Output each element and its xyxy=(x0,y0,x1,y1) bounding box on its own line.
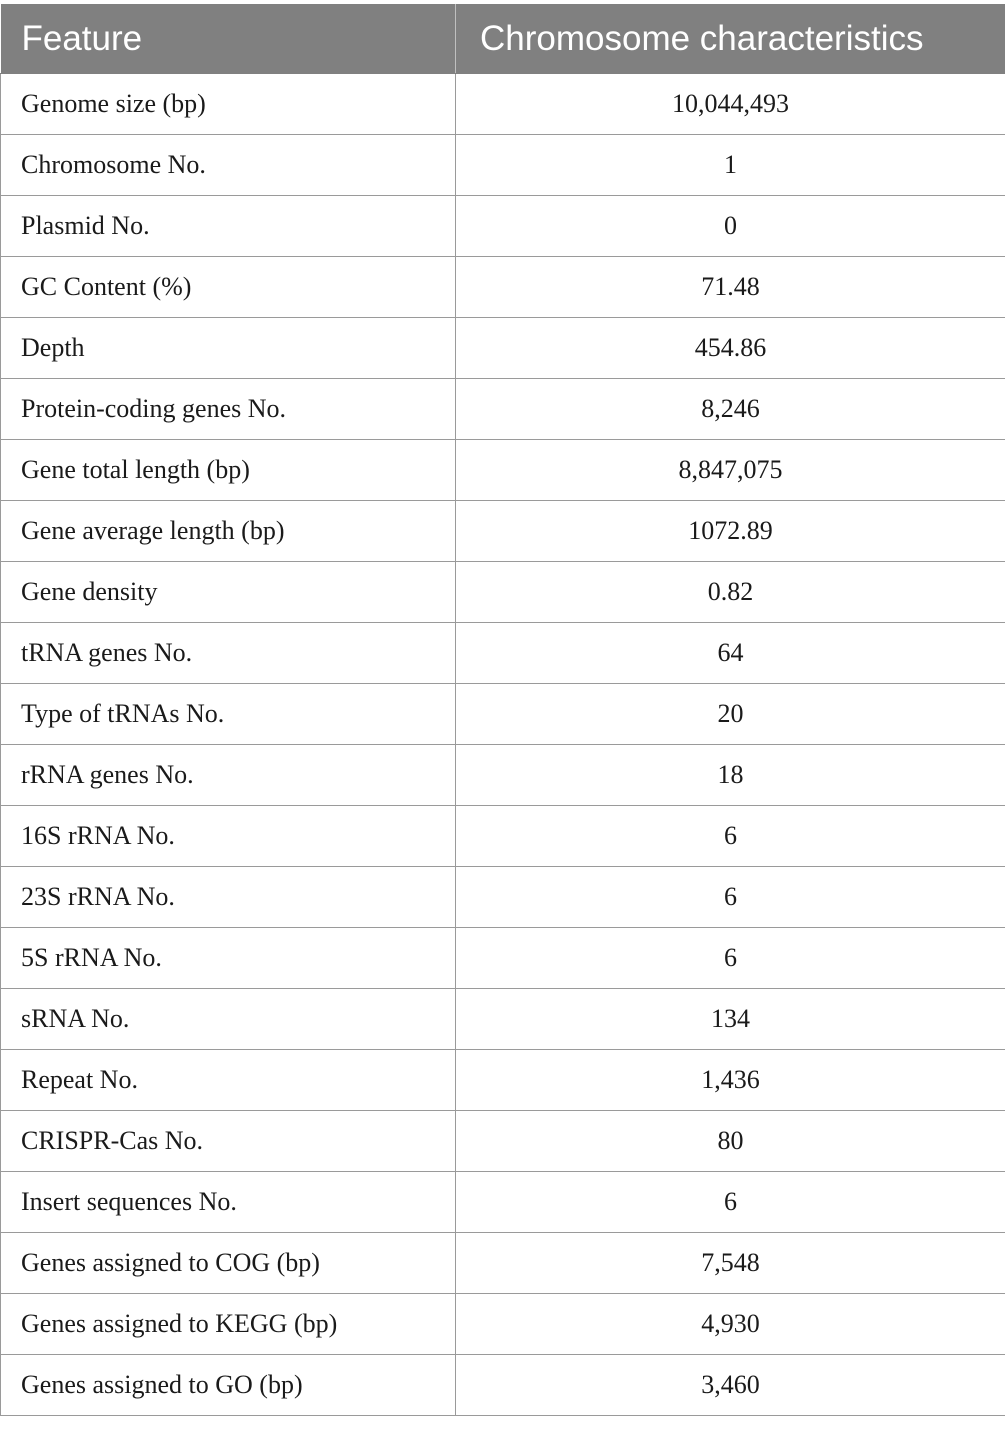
feature-cell: CRISPR-Cas No. xyxy=(1,1111,456,1172)
feature-cell: Gene average length (bp) xyxy=(1,501,456,562)
feature-cell: Depth xyxy=(1,318,456,379)
value-cell: 20 xyxy=(456,684,1005,745)
table-row xyxy=(1,1294,1005,1355)
table-row xyxy=(1,1172,1005,1233)
table-row xyxy=(1,1111,1005,1172)
table-row xyxy=(1,928,1005,989)
value-cell: 0.82 xyxy=(456,562,1005,623)
table-row xyxy=(1,806,1005,867)
feature-cell: 5S rRNA No. xyxy=(1,928,456,989)
table-body xyxy=(1,74,1005,1416)
table-row xyxy=(1,379,1005,440)
feature-cell: Genes assigned to GO (bp) xyxy=(1,1355,456,1416)
value-cell: 1 xyxy=(456,135,1005,196)
table-row xyxy=(1,1050,1005,1111)
value-cell: 8,246 xyxy=(456,379,1005,440)
table-row xyxy=(1,440,1005,501)
feature-cell: 16S rRNA No. xyxy=(1,806,456,867)
table-row xyxy=(1,745,1005,806)
feature-cell: tRNA genes No. xyxy=(1,623,456,684)
feature-cell: Genes assigned to KEGG (bp) xyxy=(1,1294,456,1355)
value-cell: 6 xyxy=(456,867,1005,928)
table-row xyxy=(1,74,1005,135)
header-row xyxy=(1,4,1005,74)
table-row xyxy=(1,1355,1005,1416)
genome-features-table xyxy=(0,4,1005,1416)
value-cell: 134 xyxy=(456,989,1005,1050)
feature-cell: Genes assigned to COG (bp) xyxy=(1,1233,456,1294)
table-header xyxy=(1,4,1005,74)
value-cell: 80 xyxy=(456,1111,1005,1172)
value-cell: 64 xyxy=(456,623,1005,684)
value-cell: 6 xyxy=(456,806,1005,867)
value-cell: 71.48 xyxy=(456,257,1005,318)
feature-cell: Chromosome No. xyxy=(1,135,456,196)
table-row xyxy=(1,684,1005,745)
feature-cell: Plasmid No. xyxy=(1,196,456,257)
feature-cell: Gene total length (bp) xyxy=(1,440,456,501)
value-cell: 0 xyxy=(456,196,1005,257)
table-row xyxy=(1,989,1005,1050)
feature-cell: Type of tRNAs No. xyxy=(1,684,456,745)
feature-cell: Genome size (bp) xyxy=(1,74,456,135)
table-row xyxy=(1,135,1005,196)
feature-cell: rRNA genes No. xyxy=(1,745,456,806)
table-row xyxy=(1,623,1005,684)
header-chromosome-characteristics: Chromosome characteristics xyxy=(456,4,1005,74)
value-cell: 4,930 xyxy=(456,1294,1005,1355)
feature-cell: 23S rRNA No. xyxy=(1,867,456,928)
table-row xyxy=(1,318,1005,379)
value-cell: 3,460 xyxy=(456,1355,1005,1416)
table-row xyxy=(1,562,1005,623)
table-row xyxy=(1,501,1005,562)
value-cell: 7,548 xyxy=(456,1233,1005,1294)
value-cell: 454.86 xyxy=(456,318,1005,379)
feature-cell: Protein-coding genes No. xyxy=(1,379,456,440)
value-cell: 10,044,493 xyxy=(456,74,1005,135)
value-cell: 1072.89 xyxy=(456,501,1005,562)
value-cell: 18 xyxy=(456,745,1005,806)
feature-cell: sRNA No. xyxy=(1,989,456,1050)
table-row xyxy=(1,1233,1005,1294)
feature-cell: Gene density xyxy=(1,562,456,623)
genome-features-table-container xyxy=(0,4,1005,1416)
value-cell: 6 xyxy=(456,1172,1005,1233)
value-cell: 1,436 xyxy=(456,1050,1005,1111)
table-row xyxy=(1,867,1005,928)
feature-cell: Repeat No. xyxy=(1,1050,456,1111)
feature-cell: GC Content (%) xyxy=(1,257,456,318)
header-feature: Feature xyxy=(1,4,456,74)
value-cell: 8,847,075 xyxy=(456,440,1005,501)
table-row xyxy=(1,196,1005,257)
value-cell: 6 xyxy=(456,928,1005,989)
feature-cell: Insert sequences No. xyxy=(1,1172,456,1233)
table-row xyxy=(1,257,1005,318)
